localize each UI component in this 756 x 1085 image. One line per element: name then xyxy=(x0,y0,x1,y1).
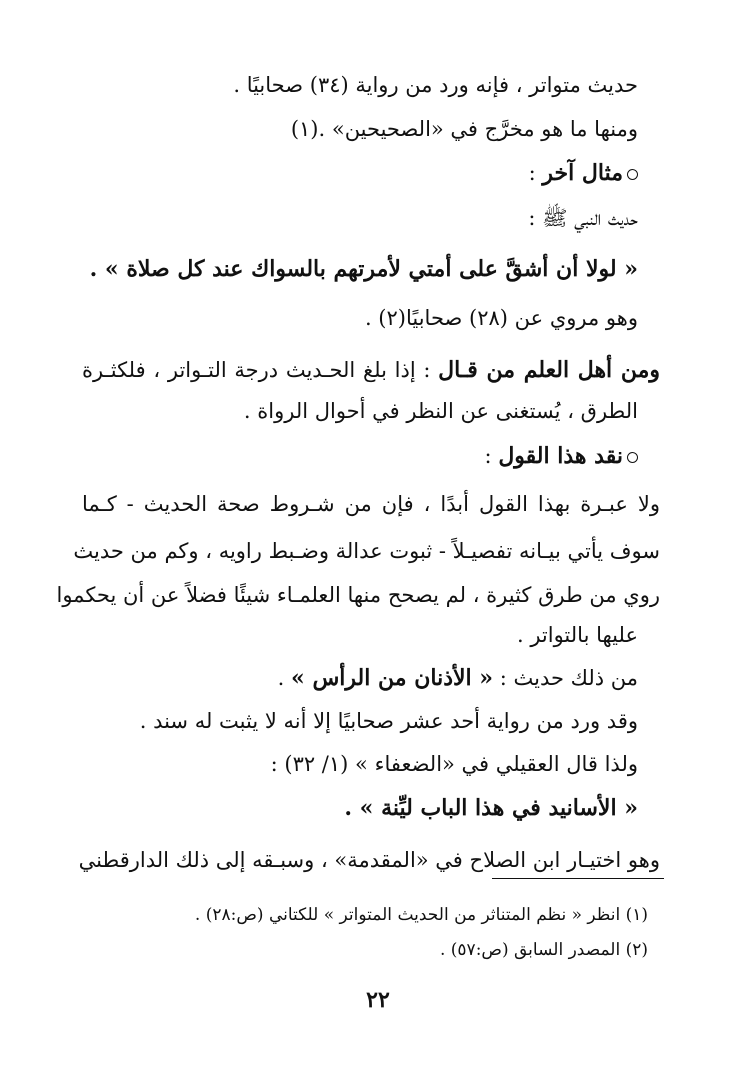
footnote-1: (١) انظر « نظم المتناثر من الحديث المتواتر » للكتاني (ص:٢٨) . xyxy=(194,905,648,925)
text-line xyxy=(90,254,638,284)
text-run: حديث متواتر ، فإنه ورد من رواية (٣٤) صحابيًا . xyxy=(233,73,638,97)
text-run: : xyxy=(484,444,499,468)
text-line xyxy=(365,303,638,333)
text-run: : إذا بلغ الحـديث درجة التـواتر ، فلكثـرة xyxy=(82,358,439,382)
text-line xyxy=(140,706,638,736)
bold-phrase: ومن أهل العلم من قـال xyxy=(438,357,660,383)
text-run: ولا عبـرة بهذا القول أبدًا ، فإن من شـروط صحة الحديث - كـما xyxy=(82,492,660,516)
text-run: من ذلك حديث : xyxy=(493,666,638,690)
text-line xyxy=(291,114,638,144)
bold-phrase: « لولا أن أشقَّ على أمتي لأمرتهم بالسواك عند كل صلاة » . xyxy=(89,256,638,282)
text-line xyxy=(73,536,660,566)
text-run: وقد ورد من رواية أحد عشر صحابيًا إلا أنه لا يثبت له سند . xyxy=(139,709,638,733)
text-line xyxy=(517,620,638,650)
text-line xyxy=(528,203,638,233)
text-line xyxy=(56,580,660,610)
text-run: الطرق ، يُستغنى عن النظر في أحوال الرواة . xyxy=(243,399,638,423)
text-line xyxy=(78,845,660,875)
bold-phrase: « الأذنان من الرأس » xyxy=(291,665,494,691)
bold-phrase: « الأسانيد في هذا الباب ليِّنة » . xyxy=(344,795,638,821)
text-run: روي من طرق كثيرة ، لم يصحح منها العلمـاء شيئًا فضلاً عن أن يحكموا xyxy=(56,583,660,607)
text-line xyxy=(278,663,638,693)
text-run: وهو مروي عن (٢٨) صحابيًا(٢) . xyxy=(364,306,638,330)
text-line xyxy=(485,441,638,471)
text-run: ولذا قال العقيلي في «الضعفاء » (١/ ٣٢) : xyxy=(270,752,638,776)
footnote-2: (٢) المصدر السابق (ص:٥٧) . xyxy=(439,940,648,960)
text-line xyxy=(82,489,660,519)
circle-bullet-icon xyxy=(627,169,638,180)
text-run: سوف يأتي بيـانه تفصيـلاً - ثبوت عدالة وضـبط راويه ، وكم من حديث xyxy=(73,539,660,563)
bold-phrase: مثال آخر xyxy=(542,160,623,186)
footnote-separator xyxy=(492,878,664,879)
bold-phrase: نقد هذا القول xyxy=(498,443,623,469)
text-run: : xyxy=(528,161,543,185)
text-run: عليها بالتواتر . xyxy=(516,623,638,647)
text-line xyxy=(271,749,638,779)
text-run: وهو اختيـار ابن الصلاح في «المقدمة» ، وسبـقه إلى ذلك الدارقطني xyxy=(78,848,660,872)
text-line xyxy=(82,355,660,385)
text-line xyxy=(344,793,638,823)
page-number: ٢٢ xyxy=(366,987,390,1013)
text-line xyxy=(244,396,638,426)
text-line xyxy=(233,70,638,100)
text-run: ومنها ما هو مخرَّج في «الصحيحين» .(١) xyxy=(290,117,638,141)
text-line xyxy=(529,158,638,188)
text-run: . xyxy=(277,666,292,690)
text-run: حديث النبي ﷺ : xyxy=(528,206,638,230)
circle-bullet-icon xyxy=(627,452,638,463)
